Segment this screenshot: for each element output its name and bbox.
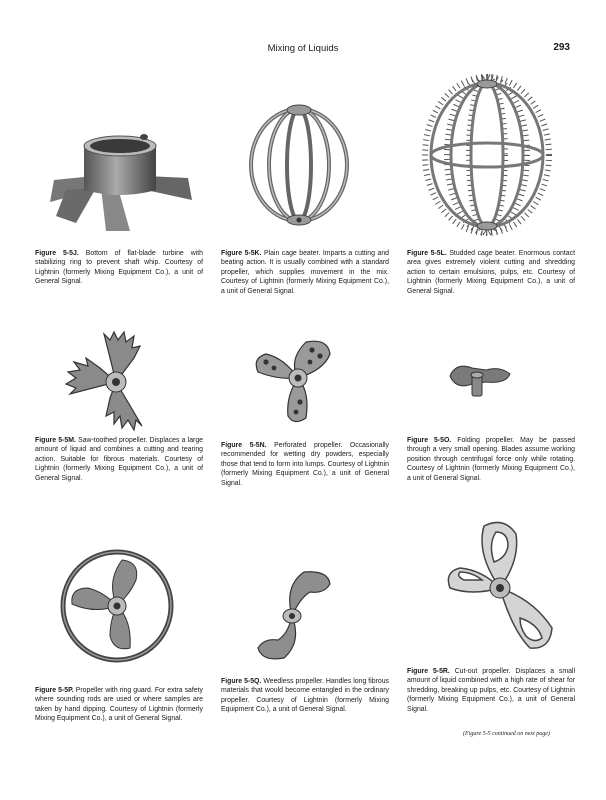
- figure-text: Saw-toothed propeller. Displaces a large amount of liquid and combines a cutting and tearing action. Suitable for fibrous materials. Courtesy of Lightnin (formerly Mixing Equipment Co.), a unit of General Signal.: [35, 437, 204, 482]
- figure-label: Figure 5-5N.: [221, 442, 267, 449]
- figure-5-5l-caption: [407, 249, 575, 296]
- figure-label: Figure 5-5Q.: [221, 678, 262, 685]
- figure-5-5p-image: [58, 548, 176, 664]
- figure-5-5n-caption: [221, 441, 389, 488]
- figure-5-5l-image: [421, 74, 553, 236]
- figure-label: Figure 5-5L.: [407, 250, 447, 257]
- figure-5-5o-caption: [407, 436, 575, 483]
- figure-5-5n-image: [248, 332, 352, 428]
- figure-5-5r-image: [442, 518, 560, 658]
- figure-text: Perforated propeller. Occasionally recommended for wetting dry powders, especially those that tend to form into lumps. Courtesy of Lightnin (formerly Mixing Equipment Co.), a unit of General Signal.: [221, 442, 389, 487]
- figure-label: Figure 5-5K.: [221, 250, 262, 257]
- figure-text: Weedless propeller. Handles long fibrous materials that would become entangled in the ordinary propeller. Courtesy of Lightnin (formerly Mixing Equipment Co.), a unit of General Signal.: [221, 678, 389, 714]
- figure-5-5j-image: [46, 128, 194, 233]
- page-number: 293: [553, 42, 570, 53]
- figure-5-5k-image: [246, 100, 352, 230]
- running-header-title: Mixing of Liquids: [267, 43, 339, 54]
- figure-5-5m-caption: [35, 436, 203, 483]
- figure-text: Bottom of flat-blade turbine with stabilizing ring to prevent shaft whip. Courtesy of Lightnin (formerly Mixing Equipment Co.), a unit of General Signal.: [35, 250, 203, 286]
- figure-text: Plain cage beater. Imparts a cutting and beating action. It is usually combined with a standard propeller, which supplies movement in the mix. Courtesy of Lightnin (formerly Mixing Equipment Co.), a unit of General Signal.: [221, 250, 389, 295]
- continued-note: (Figure 5-5 continued on next page): [463, 731, 550, 737]
- figure-5-5o-image: [446, 356, 514, 398]
- figure-5-5p-caption: [35, 686, 203, 724]
- figure-text: Studded cage beater. Enormous contact area gives extremely violent cutting and shredding action to certain emulsions, pulps, etc. Courtesy of Lightnin (formerly Mixing Equipment Co.), a unit of General Signal.: [407, 250, 575, 295]
- figure-text: Folding propeller. May be passed through a very small opening. Blades assume working position through centrifugal force only while rotating. Courtesy of Lightnin (formerly Mixing Equipment Co.), a unit of General Signal.: [407, 437, 575, 482]
- figure-5-5j-caption: [35, 249, 203, 287]
- figure-text: Cut-out propeller. Displaces a small amount of liquid combined with a high rate of shear for shredding, breaking up pulps, etc. Courtesy of Lightnin (formerly Mixing Equipment Co.), a unit of General Signal.: [407, 668, 575, 713]
- figure-label: Figure 5-5J.: [35, 250, 79, 257]
- figure-label: Figure 5-5P.: [35, 687, 74, 694]
- figure-5-5q-caption: [221, 677, 389, 715]
- figure-5-5m-image: [60, 328, 172, 432]
- figure-label: Figure 5-5O.: [407, 437, 452, 444]
- figure-label: Figure 5-5M.: [35, 437, 76, 444]
- figure-5-5q-image: [254, 566, 334, 664]
- figure-text: Propeller with ring guard. For extra safety where sounding rods are used or where samples are taken by hand dipping. Courtesy of Lightnin (formerly Mixing Equipment Co.), a unit of General Signal.: [35, 687, 203, 723]
- figure-5-5r-caption: [407, 667, 575, 714]
- figure-label: Figure 5-5R.: [407, 668, 450, 675]
- figure-5-5k-caption: [221, 249, 389, 296]
